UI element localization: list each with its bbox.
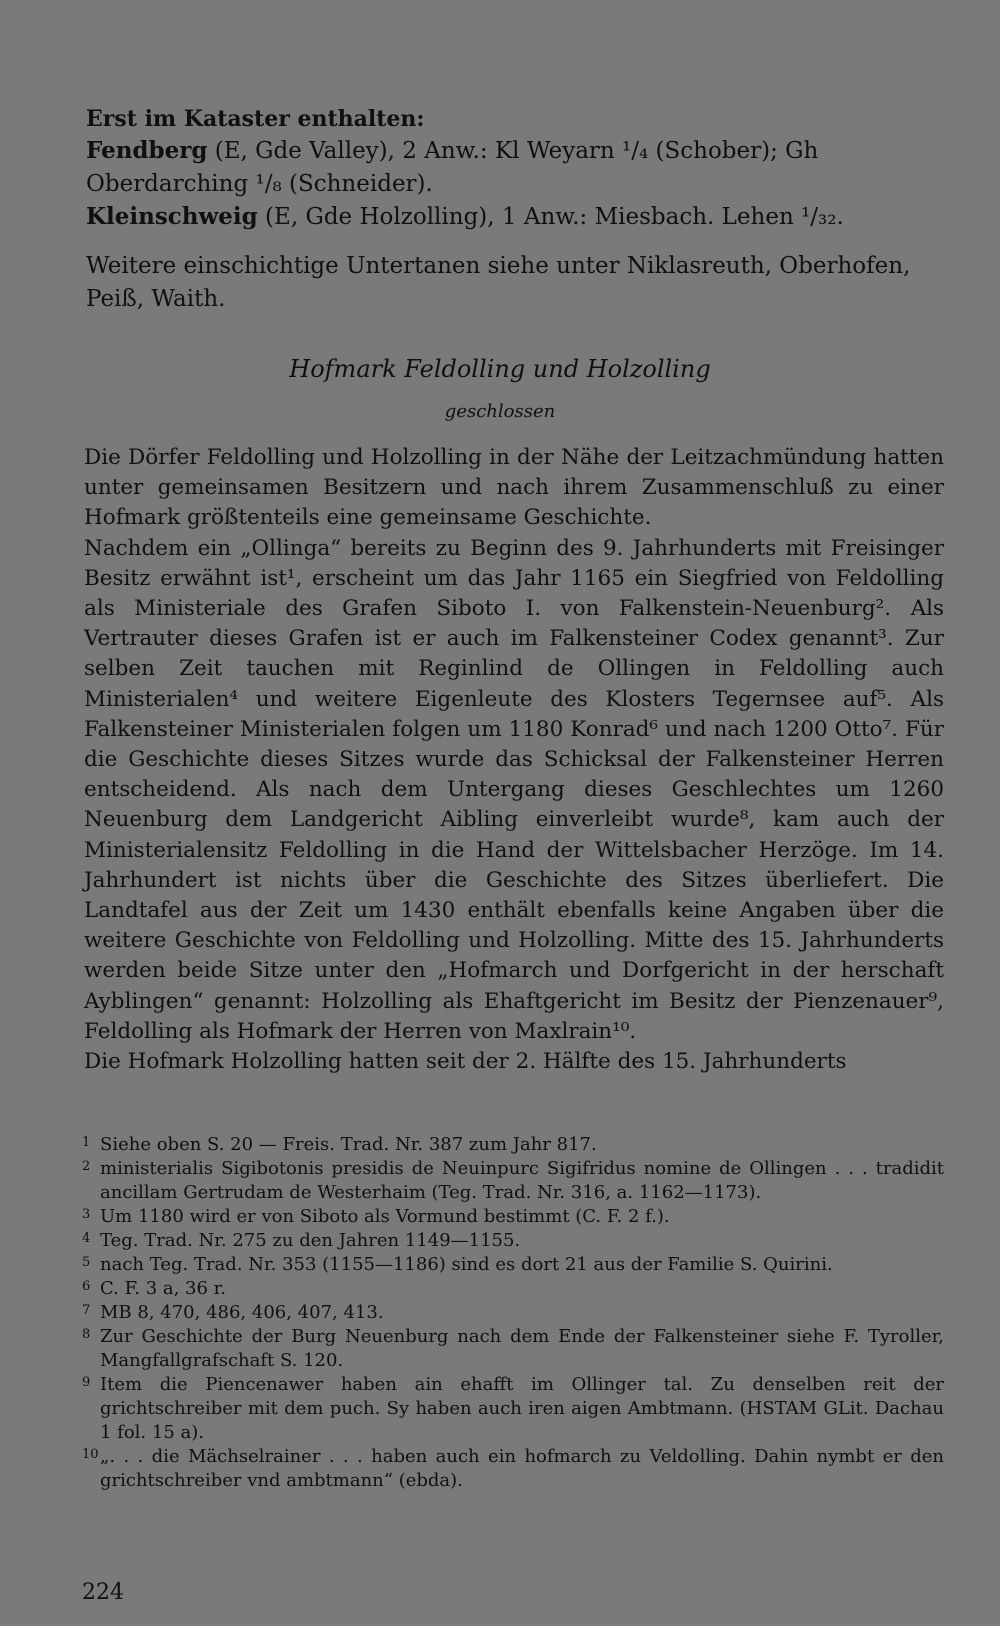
- footnote-text: Um 1180 wird er von Siboto als Vormund bestimmt (C. F. 2 f.).: [100, 1206, 670, 1227]
- footnotes: [82, 1133, 944, 1493]
- footnote: [82, 1325, 944, 1373]
- footnote-text: nach Teg. Trad. Nr. 353 (1155—1186) sind es dort 21 aus der Familie S. Quirini.: [100, 1254, 833, 1275]
- section-title: Hofmark Feldolling und Holzolling: [289, 355, 711, 383]
- footnote: [82, 1301, 944, 1325]
- footnote: [82, 1205, 944, 1229]
- section-heading: Erst im Kataster enthalten:: [86, 106, 425, 132]
- footnote-text: Teg. Trad. Nr. 275 zu den Jahren 1149—1155.: [100, 1230, 521, 1251]
- footnote-number: 10: [82, 1447, 99, 1462]
- footnote-number: 4: [82, 1231, 91, 1246]
- paragraph: Nachdem ein „Ollinga“ bereits zu Beginn des 9. Jahrhunderts mit Freisinger Besitz erwähnt ist¹, erscheint um das Jahr 1165 ein Siegfried von Feldolling als Ministeriale des Grafen Siboto I. von Falkenstein-Neuenburg². Als Vertrauter dieses Grafen ist er auch im Falkensteiner Codex genannt³. Zur selben Zeit tauchen mit Reginlind de Ollingen in Feldolling auch Ministerialen⁴ und weitere Eigenleute des Klosters Tegernsee auf⁵. Als Falkensteiner Ministerialen folgen um 1180 Konrad⁶ und nach 1200 Otto⁷. Für die Geschichte dieses Sitzes wurde das Schicksal der Falkensteiner Herren entscheidend. Als nach dem Untergang dieses Geschlechtes um 1260 Neuenburg dem Landgericht Aibling einverleibt wurde⁸, kam auch der Ministerialensitz Feldolling in die Hand der Wittelsbacher Herzöge. Im 14. Jahrhundert ist nichts über die Geschichte des Sitzes überliefert. Die Landtafel aus der Zeit um 1430 enthält ebenfalls keine Angaben über die weitere Geschichte von Feldolling und Holzolling. Mitte des 15. Jahrhunderts werden beide Sitze unter den „Hofmarch und Dorfgericht in der herschaft Ayblingen“ genannt: Holzolling als Ehaftgericht im Besitz der Pienzenauer⁹, Feldolling als Hofmark der Herren von Maxlrain¹⁰.: [84, 535, 944, 1044]
- footnote-number: 2: [82, 1159, 91, 1174]
- footnote-text: Zur Geschichte der Burg Neuenburg nach dem Ende der Falkensteiner siehe F. Tyroller, Mangfallgrafschaft S. 120.: [100, 1326, 944, 1371]
- entry-text: (E, Gde Holzolling), 1 Anw.: Miesbach. Lehen ¹/₃₂.: [257, 204, 844, 230]
- footnote: [82, 1133, 944, 1157]
- footnote: [82, 1229, 944, 1253]
- entry-kleinschweig: [86, 200, 944, 234]
- footnote-text: C. F. 3 a, 36 r.: [100, 1278, 227, 1299]
- footnote-number: 3: [82, 1207, 91, 1222]
- entry-text: (E, Gde Valley), 2 Anw.: Kl Weyarn ¹/₄ (Schober); Gh Oberdarching ¹/₈ (Schneider).: [86, 138, 819, 197]
- footnote-number: 8: [82, 1327, 91, 1342]
- entry-fendberg: [86, 134, 944, 201]
- footnote-number: 7: [82, 1303, 91, 1318]
- section-subtitle: geschlossen: [444, 401, 556, 422]
- footnote-text: „. . . die Mächselrainer . . . haben auch ein hofmarch zu Veldolling. Dahin nymbt er den grichtschreiber vnd ambtmann“ (ebda).: [100, 1446, 944, 1491]
- main-text: [84, 443, 944, 1077]
- page-number: 224: [82, 1580, 124, 1605]
- footnote-text: MB 8, 470, 486, 406, 407, 413.: [100, 1302, 384, 1323]
- footnote-text: ministerialis Sigibotonis presidis de Neuinpurc Sigifridus nomine de Ollingen . . . tradidit ancillam Gertrudam de Westerhaim (Teg. Trad. Nr. 316, a. 1162—1173).: [100, 1158, 944, 1203]
- footnote-number: 1: [82, 1135, 91, 1150]
- footnote: [82, 1277, 944, 1301]
- footnote-text: Siehe oben S. 20 — Freis. Trad. Nr. 387 zum Jahr 817.: [100, 1134, 597, 1155]
- further-subjects-note: Weitere einschichtige Untertanen siehe unter Niklasreuth, Oberhofen, Peiß, Waith.: [86, 253, 911, 312]
- footnote-number: 5: [82, 1255, 91, 1270]
- footnote: [82, 1253, 944, 1277]
- footnote: [82, 1373, 944, 1445]
- paragraph: Die Hofmark Holzolling hatten seit der 2. Hälfte des 15. Jahrhunderts: [84, 1049, 847, 1075]
- footnote-text: Item die Piencenawer haben ain ehafft im Ollinger tal. Zu denselben reit der grichtschreiber mit dem puch. Sy haben auch iren aigen Ambtmann. (HSTAM GLit. Dachau 1 fol. 15 a).: [100, 1374, 944, 1443]
- footnote-number: 9: [82, 1375, 91, 1390]
- paragraph: Die Dörfer Feldolling und Holzolling in der Nähe der Leitzachmündung hatten unter gemeinsamen Besitzern und nach ihrem Zusammenschluß zu einer Hofmark größtenteils eine gemeinsame Geschichte.: [84, 445, 944, 531]
- footnote: [82, 1445, 944, 1493]
- footnote: [82, 1157, 944, 1205]
- entry-name: Kleinschweig: [86, 203, 258, 230]
- footnote-number: 6: [82, 1279, 91, 1294]
- entry-name: Fendberg: [86, 137, 208, 164]
